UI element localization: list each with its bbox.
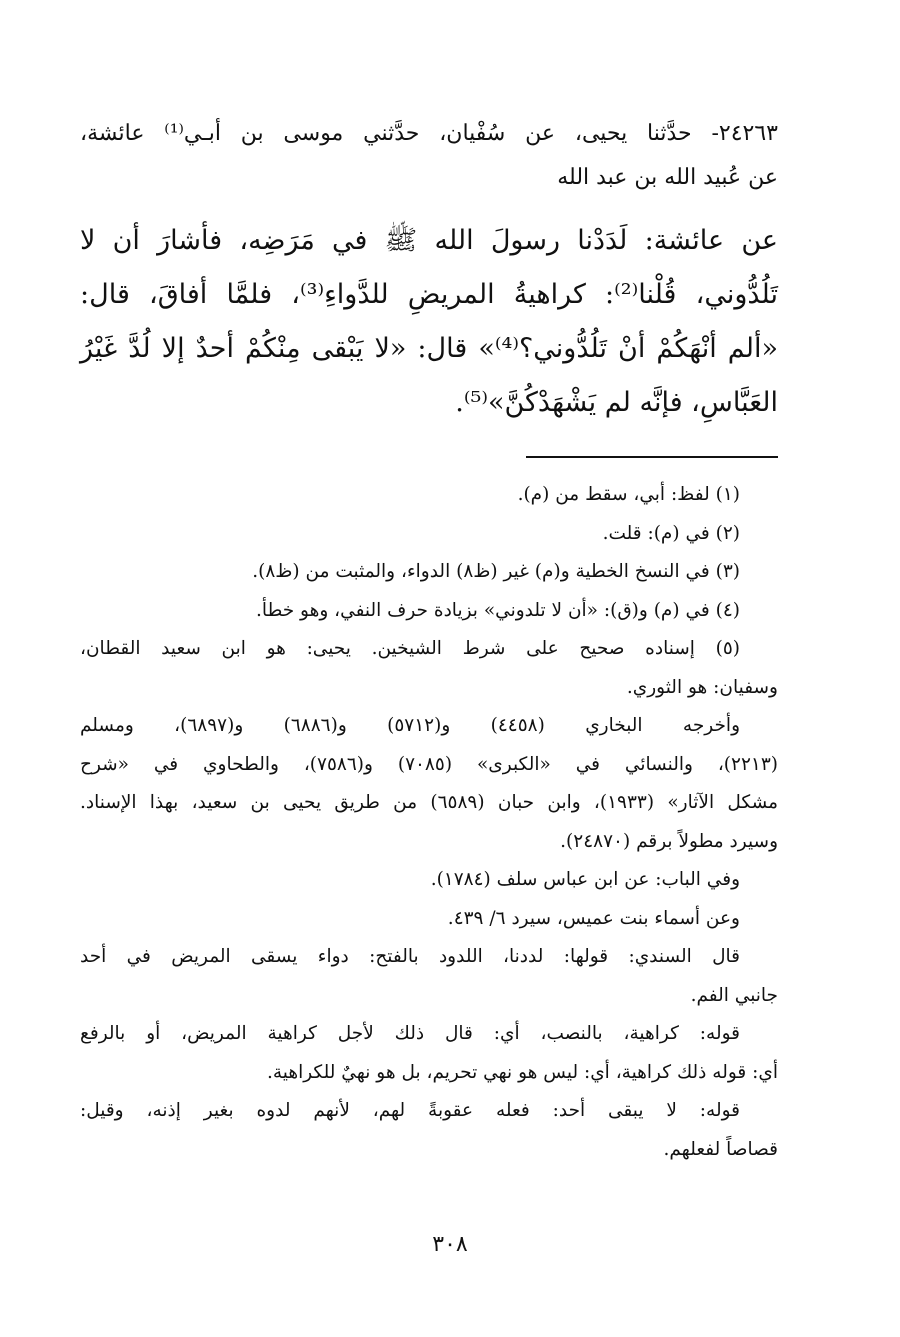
footnote-line: مشكل الآثار» (١٩٣٣)، وابن حبان (٦٥٨٩) من طريق يحيى بن سعيد، بهذا الإسناد. [80, 792, 778, 813]
footnotes [80, 476, 778, 1169]
footnote-line: (٢) في (م): قلت. [602, 522, 740, 544]
footnote-line: أي: قوله ذلك كراهية، أي: ليس هو نهي تحريم، بل هو نهيٌ للكراهية. [266, 1061, 778, 1083]
matn-line: العَبَّاسِ، فإنَّه لم يَشْهَدْكُنَّ»⁽⁵⁾. [455, 387, 778, 418]
page-number: ٣٠٨ [432, 1232, 468, 1257]
footnote-line: قصاصاً لفعلهم. [663, 1138, 778, 1160]
footnote-line: وسيرد مطولاً برقم (٢٤٨٧٠). [560, 830, 778, 852]
matn-line: تَلُدُّوني، قُلْنا⁽²⁾: كراهيةُ المريضِ للدَّواءِ⁽³⁾، فلمَّا أفاقَ، قال: [80, 279, 779, 310]
hadith-matn [80, 214, 778, 430]
footnote-line: وفي الباب: عن ابن عباس سلف (١٧٨٤). [430, 869, 740, 890]
footnote-line: قال السندي: قولها: لددنا، اللدود بالفتح: دواء يسقى المريض في أحد [80, 946, 740, 967]
page-body [80, 112, 778, 1169]
footnote-divider [526, 456, 778, 458]
footnote-line: (٥) إسناده صحيح على شرط الشيخين. يحيى: هو ابن سعيد القطان، [80, 638, 740, 659]
footnote-line: قوله: كراهية، بالنصب، أي: قال ذلك لأجل كراهية المريض، أو بالرفع [80, 1023, 740, 1044]
matn-line: «ألم أنْهَكُمْ أنْ تَلُدُّوني؟⁽⁴⁾» قال: «لا يَبْقى مِنْكُمْ أحدٌ إلا لُدَّ غَيْرُ [80, 333, 779, 364]
footnote-line: وسفيان: هو الثوري. [626, 676, 778, 698]
hadith-isnad [80, 112, 778, 200]
footnote-line: (١) لفظ: أبي، سقط من (م). [517, 484, 740, 505]
footnote-line: وأخرجه البخاري (٤٤٥٨) و(٥٧١٢) و(٦٨٨٦) و(٦٨٩٧)، ومسلم [80, 715, 741, 736]
footnote-line: وعن أسماء بنت عميس، سيرد ٦/ ٤٣٩. [447, 907, 740, 929]
matn-line: عن عائشة: لَدَدْنا رسولَ الله ﷺ في مَرَضِه، فأشارَ أن لا [80, 225, 778, 256]
footnote-line: (٤) في (م) و(ق): «أن لا تلدوني» بزيادة حرف النفي، وهو خطأ. [256, 599, 740, 621]
isnad-line: عن عُبيد الله بن عبد الله [557, 165, 778, 190]
footnote-line: (٢٢١٣)، والنسائي في «الكبرى» (٧٠٨٥) و(٧٥٨٦)، والطحاوي في «شرح [80, 753, 778, 775]
footnote-line: جانبي الفم. [690, 984, 778, 1006]
isnad-line: ٢٤٢٦٣- حدَّثنا يحيى، عن سُفْيان، حدَّثني موسى بن أبـي⁽¹⁾ عائشة، [80, 121, 778, 146]
footnote-line: قوله: لا يبقى أحد: فعله عقوبةً لهم، لأنهم لدوه بغير إذنه، وقيل: [80, 1100, 740, 1121]
footnote-line: (٣) في النسخ الخطية و(م) غير (ظ٨) الدواء، والمثبت من (ظ٨). [252, 561, 740, 582]
